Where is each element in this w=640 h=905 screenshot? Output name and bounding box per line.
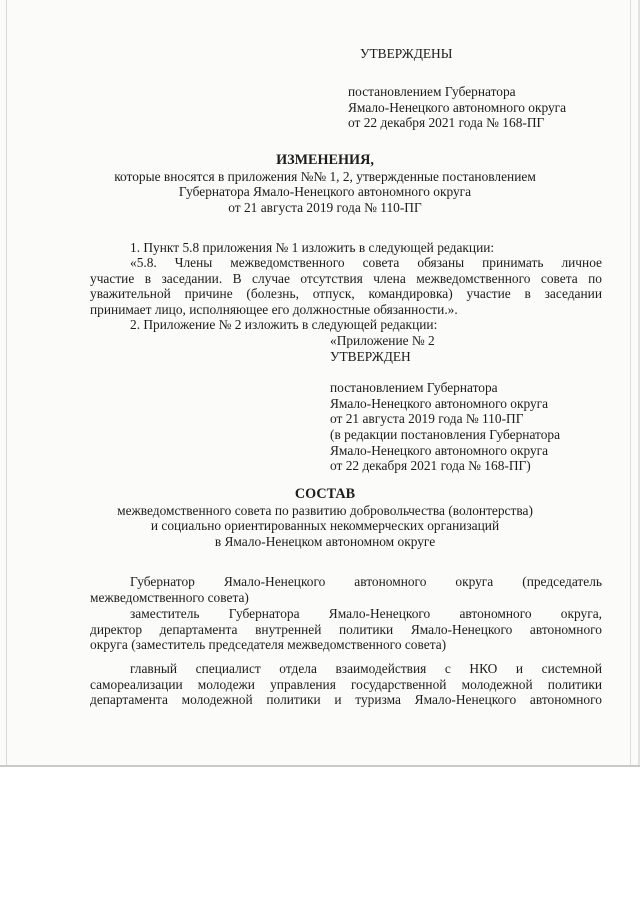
quote-line-1: «5.8. Члены межведомственного совета обязаны принимать личное: [130, 255, 602, 270]
member-2-line-2: директор департамента внутренней политики Ямало-Ненецкого автономного: [90, 621, 602, 637]
member-2-line-3: округа (заместитель председателя межведомственного совета): [90, 637, 447, 653]
changes-title: ИЗМЕНЕНИЯ,: [276, 152, 374, 168]
composition-subtitle-2: и социально ориентированных некоммерческих организаций: [150, 518, 500, 534]
scan-edge-right: [630, 0, 631, 765]
approval-line-3: от 22 декабря 2021 года № 168-ПГ: [348, 115, 545, 131]
approval-block: [348, 84, 566, 131]
quote-line-3: уважительной причине (болезнь, отпуск, командировка) участие в заседании: [90, 286, 602, 302]
quote-line-2: участие в заседании. В случае отсутствия члена межведомственного совета по: [90, 270, 602, 286]
member-3-line-3: департамента молодежной политики и туризма Ямало-Ненецкого автономного: [90, 692, 602, 708]
approval-line-1: постановлением Губернатора: [348, 84, 516, 99]
composition-header: [60, 487, 590, 549]
member-3-line-2: самореализации молодежи управления государственной молодежной политики: [90, 676, 602, 692]
composition-subtitle-3: в Ямало-Ненецком автономном округе: [214, 533, 436, 549]
member-1-line-1: Губернатор Ямало-Ненецкого автономного округа (председатель: [130, 574, 602, 589]
paragraph-1: 1. Пункт 5.8 приложения № 1 изложить в следующей редакции:: [130, 240, 495, 255]
member-1-line-2: межведомственного совета): [90, 589, 249, 605]
quote-5-8: [90, 255, 602, 317]
member-item-1: [90, 574, 602, 605]
changes-subtitle-1: которые вносятся в приложения №№ 1, 2, утвержденные постановлением: [114, 168, 536, 184]
changes-subtitle-3: от 21 августа 2019 года № 110-ПГ: [228, 199, 422, 215]
annex-line-2: УТВЕРЖДЕН: [330, 348, 411, 364]
member-item-3: [90, 661, 602, 708]
annex-line-6: (в редакции постановления Губернатора: [330, 426, 561, 442]
member-item-2: [90, 606, 602, 653]
paragraph-2: 2. Приложение № 2 изложить в следующей редакции:: [130, 317, 438, 332]
changes-subtitle-2: Губернатора Ямало-Ненецкого автономного округа: [178, 184, 472, 200]
approval-heading: УТВЕРЖДЕНЫ: [360, 46, 453, 61]
scan-edge-left: [6, 0, 7, 765]
annex-line-3: постановлением Губернатора: [330, 380, 498, 396]
member-2-line-1: заместитель Губернатора Ямало-Ненецкого автономного округа,: [130, 606, 602, 621]
composition-title: СОСТАВ: [294, 486, 356, 502]
annex-line-4: Ямало-Ненецкого автономного округа: [330, 395, 549, 411]
changes-header: [60, 153, 590, 215]
annex-line-1: «Приложение № 2: [330, 333, 435, 348]
member-3-line-1: главный специалист отдела взаимодействия с НКО и системной: [130, 661, 602, 676]
annex-line-5: от 21 августа 2019 года № 110-ПГ: [330, 411, 524, 427]
composition-subtitle-1: межведомственного совета по развитию добровольчества (волонтерства): [117, 502, 533, 518]
annex-line-7: Ямало-Ненецкого автономного округа: [330, 442, 549, 458]
annex-block: [330, 333, 560, 474]
annex-line-8: от 22 декабря 2021 года № 168-ПГ): [330, 458, 531, 474]
quote-line-4: принимает лицо, исполняющее его должностные обязанности.».: [90, 301, 458, 317]
approval-line-2: Ямало-Ненецкого автономного округа: [348, 99, 567, 115]
